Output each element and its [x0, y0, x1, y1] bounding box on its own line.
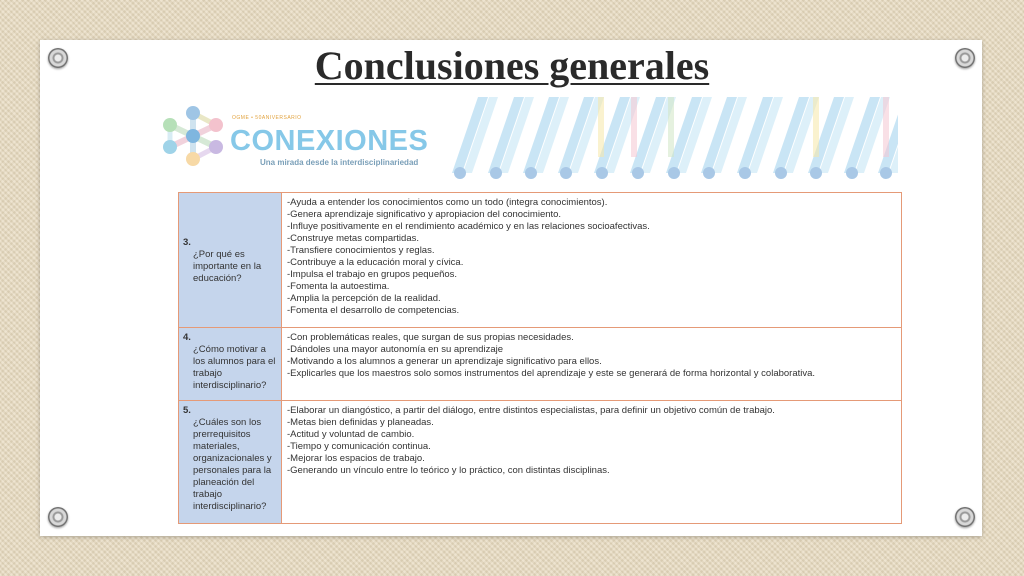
question-cell	[179, 328, 282, 401]
logo-wordmark: CONEXIONES	[230, 125, 429, 157]
logo-subtitle: Una mirada desde la interdisciplinariedad	[260, 158, 419, 167]
answer-item: -Con problemáticas reales, que surgan de sus propias necesidades.	[287, 332, 574, 343]
answer-item: -Motivando a los alumnos a generar un aprendizaje significativo para ellos.	[287, 356, 602, 367]
answer-item: -Ayuda a entender los conocimientos como un todo (integra conocimientos).	[287, 197, 608, 208]
decorative-stripes	[448, 97, 898, 181]
answer-cell	[282, 401, 902, 524]
question-text: ¿Cómo motivar a los alumnos para el trabajo interdisciplinario?	[193, 344, 276, 391]
logo-small-text: OGME • 50ANIVERSARIO	[232, 115, 302, 121]
qa-table	[178, 192, 902, 524]
answer-item: -Contribuye a la educación moral y cívica.	[287, 257, 464, 268]
conexiones-image	[150, 97, 913, 529]
answer-item: -Actitud y voluntad de cambio.	[287, 429, 415, 440]
answer-item: -Impulsa el trabajo en grupos pequeños.	[287, 269, 458, 280]
pin-bottom-left-icon	[48, 507, 68, 527]
question-number: 3.	[183, 236, 191, 248]
answer-item: -Construye metas compartidas.	[287, 233, 419, 244]
pin-bottom-right-icon	[955, 507, 975, 527]
answer-item: -Genera aprendizaje significativo y apropiacion del conocimiento.	[287, 209, 562, 220]
answer-cell	[282, 193, 902, 328]
answer-item: -Influye positivamente en el rendimiento académico y en las relaciones socioafectivas.	[287, 221, 650, 232]
question-cell	[179, 401, 282, 524]
answer-item: -Tiempo y comunicación continua.	[287, 441, 431, 452]
answer-item: -Fomenta el desarrollo de competencias.	[287, 305, 460, 316]
answer-item: -Dándoles una mayor autonomía en su aprendizaje	[287, 344, 503, 355]
answer-item: -Fomenta la autoestima.	[287, 281, 390, 292]
question-cell	[179, 193, 282, 328]
answer-cell	[282, 328, 902, 401]
answer-item: -Metas bien definidas y planeadas.	[287, 417, 434, 428]
question-number: 5.	[183, 405, 191, 416]
answer-item: -Elaborar un diangóstico, a partir del diálogo, entre distintos especialistas, para definir un objetivo común de trabajo.	[287, 405, 775, 416]
table-row	[179, 401, 902, 524]
conexiones-logo-icon	[158, 103, 228, 169]
answer-item: -Generando un vínculo entre lo teórico y lo práctico, con distintas disciplinas.	[287, 465, 610, 476]
question-text: ¿Por qué es importante en la educación?	[193, 248, 262, 284]
question-number: 4.	[183, 332, 191, 343]
answer-item: -Amplia la percepción de la realidad.	[287, 293, 441, 304]
answer-item: -Mejorar los espacios de trabajo.	[287, 453, 425, 464]
table-row	[179, 193, 902, 328]
slide-title: Conclusiones generales	[314, 43, 710, 88]
answer-item: -Transfiere conocimientos y reglas.	[287, 245, 435, 256]
table-row	[179, 328, 902, 401]
question-text: ¿Cuáles son los prerrequisitos materiales, organizacionales y personales para la planeación del trabajo interdisciplinario?	[193, 417, 272, 512]
answer-item: -Explicarles que los maestros solo somos instrumentos del aprendizaje y este se generará de forma horizontal y colaborativa.	[287, 368, 816, 379]
